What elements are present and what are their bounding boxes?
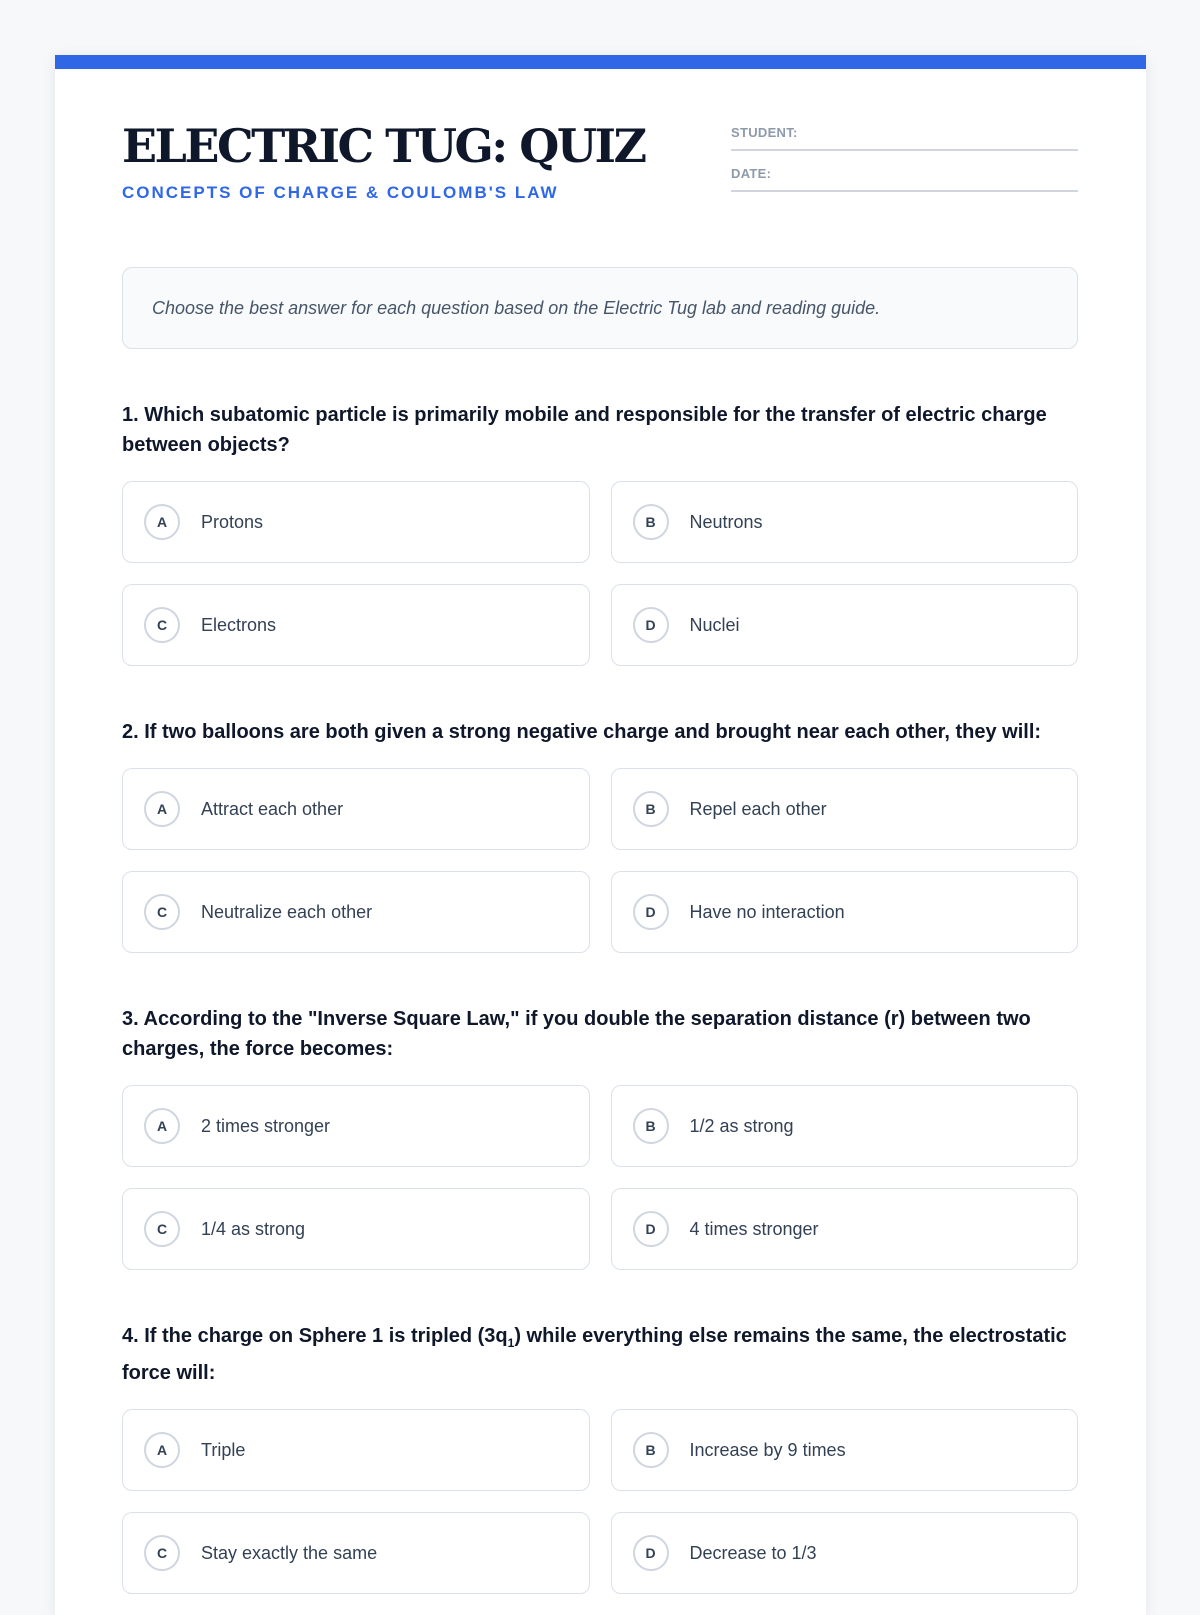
page-title: ELECTRIC TUG: QUIZ bbox=[122, 119, 645, 173]
option-letter: D bbox=[633, 894, 669, 930]
option-b[interactable] bbox=[611, 481, 1079, 563]
option-label: Nuclei bbox=[689, 614, 740, 635]
option-label: Attract each other bbox=[201, 798, 344, 819]
option-label: Have no interaction bbox=[689, 901, 845, 922]
quiz-page bbox=[55, 55, 1146, 1615]
option-b[interactable] bbox=[611, 1085, 1079, 1167]
option-label: 4 times stronger bbox=[689, 1218, 819, 1239]
option-letter: B bbox=[633, 1108, 669, 1144]
option-c[interactable] bbox=[122, 1188, 590, 1270]
option-c[interactable] bbox=[122, 871, 590, 953]
option-label: Neutrons bbox=[689, 511, 763, 532]
option-letter: B bbox=[633, 1432, 669, 1468]
question-2 bbox=[122, 717, 1078, 953]
student-field[interactable]: STUDENT: bbox=[731, 125, 1078, 151]
option-label: Increase by 9 times bbox=[689, 1439, 846, 1460]
answer-options bbox=[122, 768, 1078, 953]
option-label: 2 times stronger bbox=[201, 1115, 331, 1136]
page-subtitle: CONCEPTS OF CHARGE & COULOMB'S LAW bbox=[122, 183, 559, 202]
option-letter: C bbox=[144, 607, 180, 643]
option-d[interactable] bbox=[611, 1188, 1079, 1270]
option-label: Neutralize each other bbox=[201, 901, 373, 922]
quiz-header bbox=[122, 69, 1078, 267]
option-letter: C bbox=[144, 894, 180, 930]
date-field[interactable]: DATE: bbox=[731, 166, 1078, 192]
question-1 bbox=[122, 400, 1078, 666]
option-a[interactable] bbox=[122, 1085, 590, 1167]
option-d[interactable] bbox=[611, 1512, 1079, 1594]
question-4 bbox=[122, 1321, 1078, 1594]
option-letter: A bbox=[144, 504, 180, 540]
option-letter: C bbox=[144, 1211, 180, 1247]
option-letter: B bbox=[633, 791, 669, 827]
student-info bbox=[731, 125, 1078, 207]
option-label: Stay exactly the same bbox=[201, 1542, 378, 1563]
option-label: Decrease to 1/3 bbox=[689, 1542, 817, 1563]
instructions-box: Choose the best answer for each question based on the Electric Tug lab and reading guide. bbox=[122, 267, 1078, 349]
option-letter: B bbox=[633, 504, 669, 540]
question-text: 3. According to the "Inverse Square Law," if you double the separation distance (r) between two charges, the force becomes: bbox=[122, 1008, 1031, 1060]
option-label: 1/2 as strong bbox=[689, 1115, 794, 1136]
question-text bbox=[122, 1321, 1078, 1388]
question-3 bbox=[122, 1004, 1078, 1270]
question-text-part: ) while everything else remains the same, the electrostatic force will: bbox=[122, 1325, 1067, 1384]
option-letter: A bbox=[144, 1432, 180, 1468]
option-d[interactable] bbox=[611, 584, 1079, 666]
answer-options bbox=[122, 1409, 1078, 1594]
question-text-part: 4. If the charge on Sphere 1 is tripled (3q bbox=[122, 1325, 508, 1347]
subscript-index: 1 bbox=[507, 1336, 515, 1350]
option-letter: D bbox=[633, 1535, 669, 1571]
option-c[interactable] bbox=[122, 1512, 590, 1594]
option-a[interactable] bbox=[122, 1409, 590, 1491]
question-text: 2. If two balloons are both given a strong negative charge and brought near each other, they will: bbox=[122, 721, 1042, 743]
option-b[interactable] bbox=[611, 1409, 1079, 1491]
option-letter: D bbox=[633, 607, 669, 643]
accent-bar bbox=[55, 55, 1146, 69]
option-d[interactable] bbox=[611, 871, 1079, 953]
option-letter: A bbox=[144, 791, 180, 827]
option-label: Repel each other bbox=[689, 798, 827, 819]
answer-options bbox=[122, 481, 1078, 666]
option-a[interactable] bbox=[122, 768, 590, 850]
option-c[interactable] bbox=[122, 584, 590, 666]
option-a[interactable] bbox=[122, 481, 590, 563]
option-label: 1/4 as strong bbox=[201, 1218, 306, 1239]
option-label: Triple bbox=[201, 1439, 246, 1460]
option-label: Electrons bbox=[201, 614, 277, 635]
answer-options bbox=[122, 1085, 1078, 1270]
option-letter: A bbox=[144, 1108, 180, 1144]
option-letter: D bbox=[633, 1211, 669, 1247]
option-label: Protons bbox=[201, 511, 264, 532]
option-b[interactable] bbox=[611, 768, 1079, 850]
option-letter: C bbox=[144, 1535, 180, 1571]
question-text: 1. Which subatomic particle is primarily mobile and responsible for the transfer of electric charge between objects? bbox=[122, 404, 1047, 456]
